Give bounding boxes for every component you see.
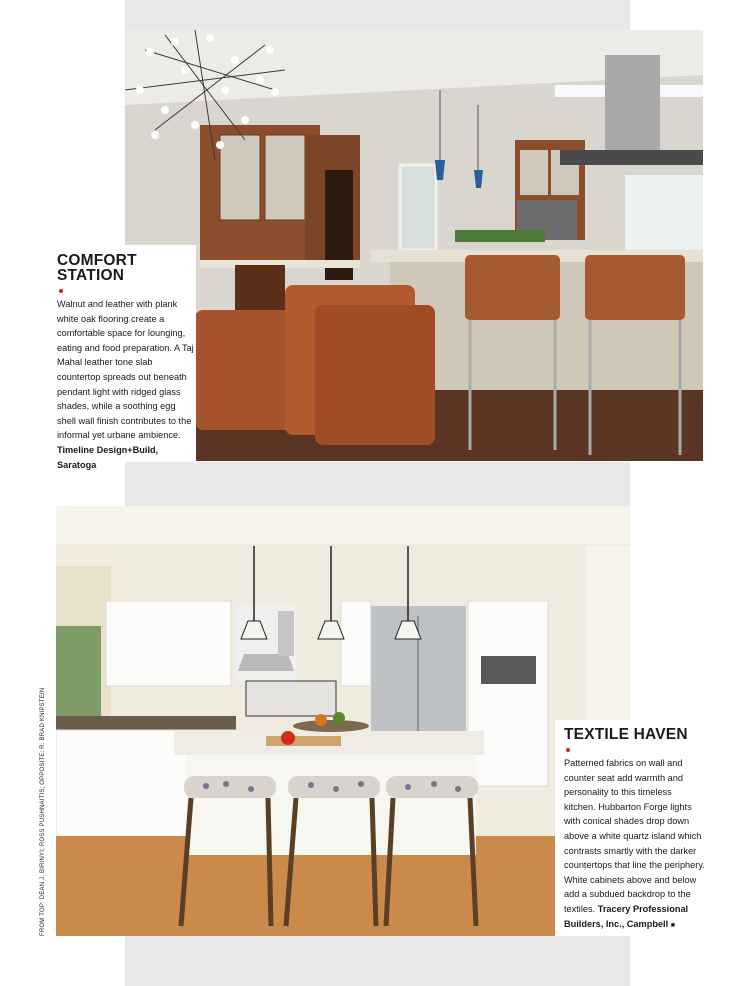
comfort-station-body	[57, 297, 196, 472]
comfort-station-credit: Timeline Design+Build, Saratoga	[57, 444, 159, 470]
textile-haven-kitchen-illustration	[56, 506, 630, 936]
red-bullet-icon	[566, 748, 570, 752]
textile-haven-description: Patterned fabrics on wall and counter seat add warmth and personality to this timeless kitchen. Hubbarton Forge lights with conical shades drop down above a white quartz island which contrasts smartly with the darker countertops that line the periphery. White cabinets above and below add a subdued backdrop to the textiles.	[564, 758, 705, 914]
red-bullet-icon	[59, 289, 63, 293]
end-mark-icon: ■	[670, 921, 675, 929]
comfort-station-description: Walnut and leather with plank white oak flooring create a comfortable space for lounging, eating and food preparation. A Taj Mahal leather tone slab countertop spreads out beneath pendant light with ridged glass shades, while a soothing egg shell wall finish contributes to the informal yet urbane ambience.	[57, 299, 194, 441]
textile-haven-photo	[56, 506, 630, 936]
comfort-station-title-line2: STATION	[57, 267, 125, 284]
comfort-station-caption	[50, 245, 196, 470]
comfort-station-title	[57, 253, 196, 283]
comfort-station-title-line1: COMFORT	[57, 252, 137, 269]
textile-haven-title: TEXTILE HAVEN	[564, 726, 688, 743]
comfort-station-kitchen-illustration	[125, 30, 703, 461]
comfort-station-photo	[125, 30, 703, 461]
textile-haven-credit: Tracery Professional Builders, Inc., Campbell	[564, 903, 689, 929]
textile-haven-caption	[555, 720, 705, 936]
textile-haven-body	[564, 756, 705, 933]
photo-credit: FROM TOP: DEAN J. BIRINYI; ROSS PUSHNAITIS; OPPOSITE: R. BRAD KNIPSTEIN	[40, 687, 46, 936]
